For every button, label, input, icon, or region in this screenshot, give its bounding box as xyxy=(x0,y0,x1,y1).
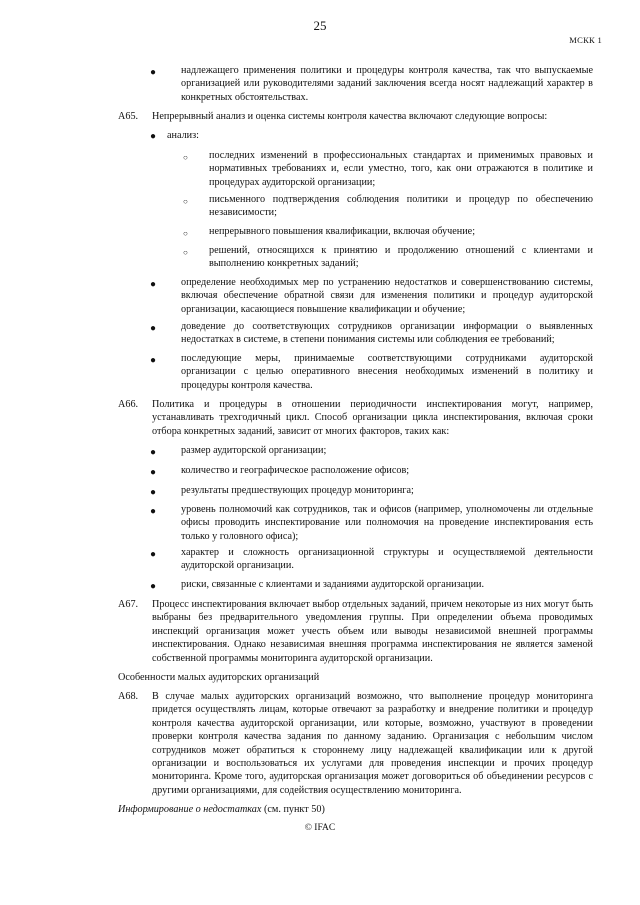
bullet-text: риски, связанные с клиентами и заданиями аудиторской организации. xyxy=(181,579,485,590)
bullet-text: надлежащего применения политики и процедуры контроля качества, так что выпускаемые организацией или руководителями заданий заключения всегда носят надлежащий характер в конкретных обстоятельствах. xyxy=(181,65,593,103)
bullet-text: уровень полномочий как сотрудников, так и офисов (например, уполномочены ли отдельные офисы проводить инспектирование или полномочия на проведение инспектирования есть только у головного офиса); xyxy=(181,504,593,542)
paragraph-text: В случае малых аудиторских организаций возможно, что выполнение процедур мониторинга придется осуществлять лицам, которые отвечают за разработку и внедрение политики и процедур контроля качества аудиторской организации, или которые, возможно, участвуют в проведении проверки контроля качества задания по данному заданию. Организация с небольшим числом сотрудников может обратиться к стороннему лицу надлежащей квалификации или к другой организации и воспользоваться их услугами для проведения инспекции и прочих процедур мониторинга. Кроме того, аудиторская организация может договориться об объединении ресурсов с другими организациями, для содействия осуществлению мониторинга. xyxy=(152,691,593,796)
bullet-text: анализ: xyxy=(167,130,199,141)
bullet-icon: ● xyxy=(150,506,157,517)
sub-bullet-text: письменного подтверждения соблюдения политики и процедур по обеспечению независимости; xyxy=(209,194,593,219)
bullet-text: характер и сложность организационной структуры и осуществляемой деятельности аудиторской организации. xyxy=(181,547,593,572)
bullet-icon: ● xyxy=(150,549,157,560)
bullet-text: результаты предшествующих процедур мониторинга; xyxy=(181,485,414,496)
bullet-text: размер аудиторской организации; xyxy=(181,445,327,456)
subsection-reference: (см. пункт 50) xyxy=(261,804,325,815)
circle-bullet-icon: ○ xyxy=(183,153,188,162)
copyright: © IFAC xyxy=(304,823,336,833)
bullet-icon: ● xyxy=(150,487,157,498)
circle-bullet-icon: ○ xyxy=(183,229,188,238)
page-number: 25 xyxy=(313,18,327,33)
bullet-icon: ● xyxy=(150,67,157,78)
header-code: МСКК 1 xyxy=(569,35,602,45)
circle-bullet-icon: ○ xyxy=(183,197,188,206)
bullet-icon: ● xyxy=(150,467,157,478)
circle-bullet-icon: ○ xyxy=(183,248,188,257)
sub-bullet-text: решений, относящихся к принятию и продолжению отношений с клиентами и выполнению конкретных заданий; xyxy=(209,245,593,270)
bullet-icon: ● xyxy=(150,447,157,458)
section-heading: Особенности малых аудиторских организаций xyxy=(118,672,320,683)
paragraph-text: Политика и процедуры в отношении периодичности инспектирования могут, например, устанавливать трехгодичный цикл. Способ организации цикла инспектирования, включая сроки отбора конкретных заданий, зависит от многих факторов, таких как: xyxy=(152,399,593,437)
paragraph-number: A66. xyxy=(118,399,139,410)
paragraph-number: A67. xyxy=(118,599,139,610)
bullet-icon: ● xyxy=(150,355,157,366)
paragraph-text: Процесс инспектирования включает выбор отдельных заданий, причем некоторые из них могут быть выбраны без предварительного уведомления группы. При определении объема проводимых инспекций организация может учесть объем или выводы независимой внешней программы инспектирования. Однако независимая внешняя программа инспектирования не является заменой собственной программы мониторинга аудиторской организации. xyxy=(152,599,593,664)
paragraph-text: Непрерывный анализ и оценка системы контроля качества включают следующие вопросы: xyxy=(152,111,548,122)
subsection-title: Информирование о недостатках xyxy=(118,804,262,815)
subsection-heading xyxy=(118,803,325,816)
sub-bullet-text: непрерывного повышения квалификации, включая обучение; xyxy=(209,226,476,237)
bullet-icon: ● xyxy=(150,323,157,334)
bullet-text: количество и географическое расположение офисов; xyxy=(181,465,410,476)
sub-bullet-text: последних изменений в профессиональных стандартах и применимых правовых и нормативных требованиях и, если уместно, того, как они отражаются в политике и процедурах аудиторской организации; xyxy=(209,150,593,188)
paragraph-number: A65. xyxy=(118,111,139,122)
bullet-icon: ● xyxy=(150,279,157,290)
bullet-icon: ● xyxy=(150,581,157,592)
bullet-text: доведение до соответствующих сотрудников организации информации о выявленных недостатках в системе, в степени понимания системы или соблюдения ее требований; xyxy=(181,321,593,346)
bullet-text: определение необходимых мер по устранению недостатков и совершенствованию системы, включая обеспечение обратной связи для изменения политики и процедур аудиторской организации, касающиеся повышение квалификации и обучение; xyxy=(181,277,593,315)
bullet-icon: ● xyxy=(150,131,157,142)
bullet-text: последующие меры, принимаемые соответствующими сотрудниками аудиторской организации с целью оперативного внесения необходимых изменений в политику и процедуры контроля качества. xyxy=(181,353,593,391)
paragraph-number: A68. xyxy=(118,691,139,702)
